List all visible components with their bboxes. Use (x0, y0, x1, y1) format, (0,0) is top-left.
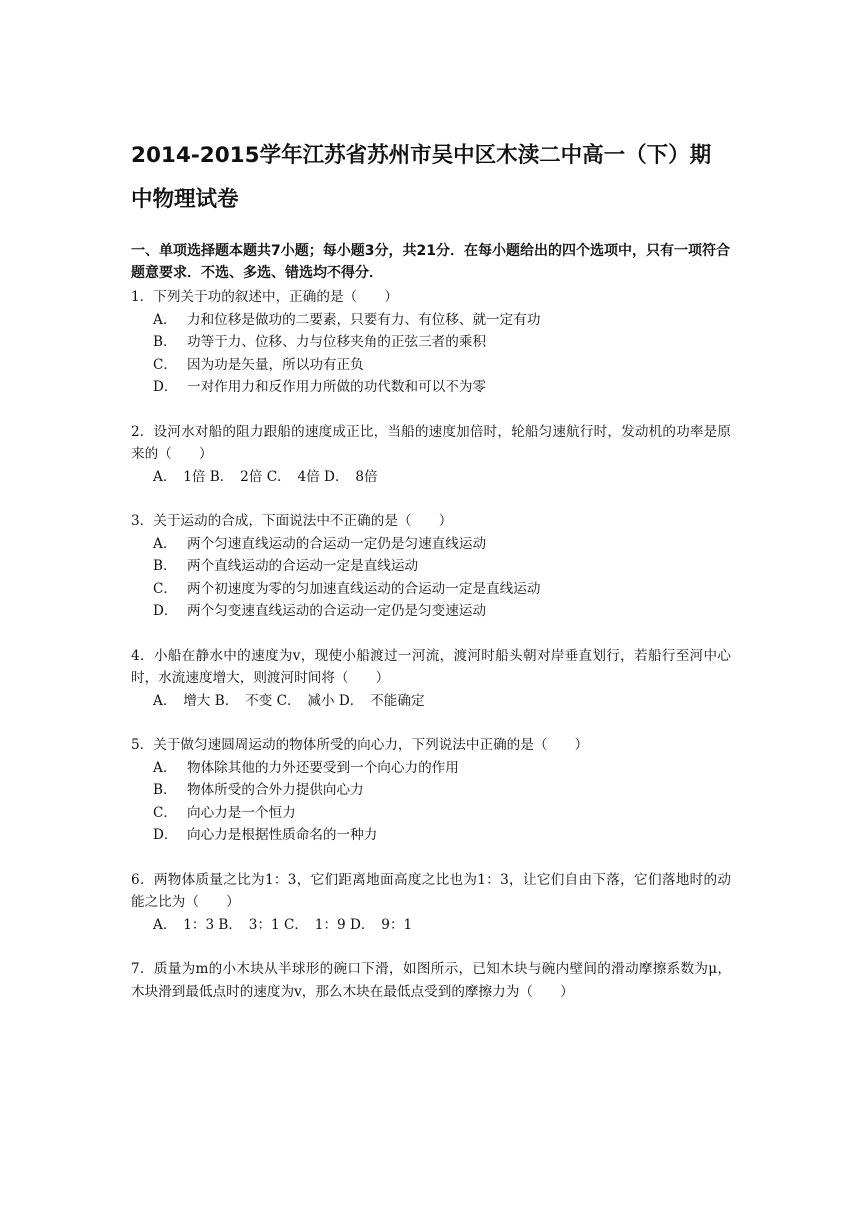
option-text: 一对作用力和反作用力所做的功代数和可以不为零 (187, 379, 487, 395)
option-text: 物体除其他的力外还要受到一个向心力的作用 (187, 759, 459, 776)
options-inline: A． 增大 B． 不变 C． 减小 D． 不能确定 (153, 692, 425, 709)
question-list (131, 286, 731, 1025)
option-c (153, 578, 731, 601)
option-label: B． (153, 558, 177, 574)
question-stem: 1．下列关于功的叙述中，正确的是（ ） (131, 289, 398, 305)
option-text: 物体所受的合外力提供向心力 (187, 782, 364, 798)
option-label: C． (153, 804, 177, 821)
option-b (153, 331, 731, 354)
option-label: A． (153, 535, 177, 552)
option-d (153, 376, 731, 399)
option-text: 两个匀变速直线运动的合运动一定仍是匀变速运动 (187, 603, 487, 619)
question-stem: 2．设河水对船的阻力跟船的速度成正比，当船的速度加倍时，轮船匀速航行时，发动机的功率是原来的（ ） (131, 423, 731, 462)
option-d (153, 600, 731, 623)
option-b (153, 779, 731, 802)
option-text: 两个初速度为零的匀加速直线运动的合运动一定是直线运动 (187, 580, 541, 597)
option-label: D． (153, 827, 178, 843)
option-label: D． (153, 379, 178, 395)
option-text: 两个匀速直线运动的合运动一定仍是匀速直线运动 (187, 535, 487, 552)
option-label: B． (153, 334, 177, 350)
option-text: 两个直线运动的合运动一定是直线运动 (187, 558, 419, 574)
question-stem: 6．两物体质量之比为1：3，它们距离地面高度之比也为1：3，让它们自由下落，它们落地时的动能之比为（ ） (131, 871, 731, 910)
option-d (153, 824, 731, 847)
option-text: 因为功是矢量，所以功有正负 (187, 356, 364, 373)
option-label: C． (153, 356, 177, 373)
option-label: C． (153, 580, 177, 597)
option-c (153, 354, 731, 377)
option-label: B． (153, 782, 177, 798)
option-c (153, 802, 731, 825)
question-7 (131, 958, 731, 1003)
options-inline: A． 1：3 B． 3：1 C． 1：9 D． 9：1 (153, 916, 413, 933)
question-6 (131, 869, 731, 937)
option-label: D． (153, 603, 178, 619)
option-b (153, 555, 731, 578)
question-stem: 7．质量为m的小木块从半球形的碗口下滑，如图所示，已知木块与碗内壁间的滑动摩擦系数为μ，木块滑到最低点时的速度为v，那么木块在最低点受到的摩擦力为（ ） (131, 961, 731, 1000)
question-4 (131, 645, 731, 713)
question-2 (131, 421, 731, 489)
option-text: 向心力是根据性质命名的一种力 (187, 827, 378, 843)
option-a (153, 757, 731, 780)
option-text: 功等于力、位移、力与位移夹角的正弦三者的乘积 (187, 334, 487, 350)
question-1 (131, 286, 731, 399)
option-label: A． (153, 759, 177, 776)
section-heading: 一、单项选择题本题共7小题；每小题3分，共21分．在每小题给出的四个选项中，只有一项符合题意要求．不选、多选、错选均不得分． (131, 243, 730, 281)
option-label: A． (153, 311, 177, 328)
option-a (153, 309, 731, 332)
page-title: 2014-2015学年江苏省苏州市吴中区木渎二中高一（下）期中物理试卷 (131, 143, 712, 212)
question-5 (131, 734, 731, 847)
option-a (153, 533, 731, 556)
options-inline: A． 1倍 B． 2倍 C． 4倍 D． 8倍 (153, 468, 378, 485)
question-stem: 4．小船在静水中的速度为v，现使小船渡过一河流，渡河时船头朝对岸垂直划行，若船行至河中心时，水流速度增大，则渡河时间将（ ） (131, 647, 731, 686)
question-stem: 5．关于做匀速圆周运动的物体所受的向心力，下列说法中正确的是（ ） (131, 737, 589, 753)
option-text: 力和位移是做功的二要素，只要有力、有位移、就一定有功 (187, 311, 541, 328)
option-text: 向心力是一个恒力 (187, 804, 296, 821)
question-3 (131, 510, 731, 623)
question-stem: 3．关于运动的合成，下面说法中不正确的是（ ） (131, 513, 453, 529)
